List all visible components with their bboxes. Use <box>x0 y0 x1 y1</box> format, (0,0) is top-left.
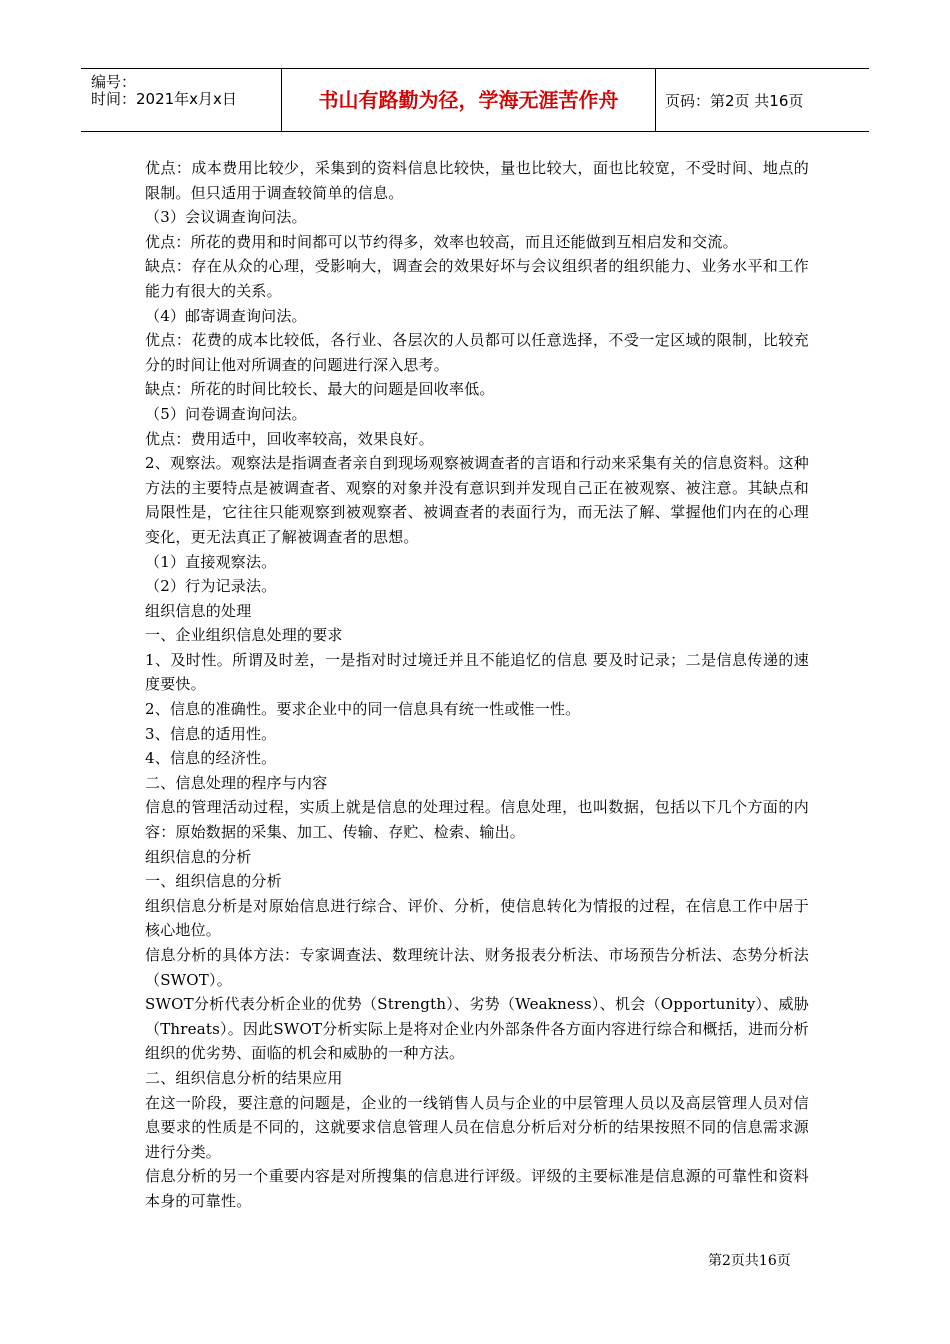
paragraph: （4）邮寄调查询问法。 <box>145 306 307 325</box>
paragraph: （3）会议调查询问法。 <box>145 208 307 227</box>
header-page-cell <box>655 69 869 131</box>
page-footer: 第2页共16页 <box>708 1253 791 1269</box>
paragraph: 信息的管理活动过程，实质上就是信息的处理过程。信息处理，也叫数据，包括以下几个方面的内容：原始数据的采集、加工、传输、存贮、检索、输出。 <box>145 798 809 842</box>
paragraph: 优点：所花的费用和时间都可以节约得多，效率也较高，而且还能做到互相启发和交流。 <box>145 232 738 251</box>
paragraph: 优点：花费的成本比较低，各行业、各层次的人员都可以任意选择，不受一定区域的限制，比较充分的时间让他对所调查的问题进行深入思考。 <box>145 331 809 374</box>
paragraph: 在这一阶段，要注意的问题是，企业的一线销售人员与企业的中层管理人员以及高层管理人员对信息要求的性质是不同的，这就要求信息管理人员在信息分析后对分析的结果按照不同的信息需求源进行分类。 <box>145 1093 809 1161</box>
paragraph: （5）问卷调查询问法。 <box>145 404 307 423</box>
paragraph: 4、信息的经济性。 <box>145 749 277 768</box>
paragraph: 信息分析的具体方法：专家调查法、数理统计法、财务报表分析法、市场预告分析法、态势分析法（SWOT）。 <box>145 946 809 989</box>
paragraph: （2）行为记录法。 <box>145 577 277 596</box>
paragraph: 2、信息的准确性。要求企业中的同一信息具有统一性或惟一性。 <box>145 700 581 719</box>
paragraph: 信息分析的另一个重要内容是对所搜集的信息进行评级。评级的主要标准是信息源的可靠性和资料本身的可靠性。 <box>145 1167 809 1210</box>
header-page-info: 页码：第2页 共16页 <box>665 92 804 110</box>
paragraph: （1）直接观察法。 <box>145 552 277 571</box>
subsection-heading: 一、组织信息的分析 <box>145 872 282 891</box>
paragraph: 1、及时性。所谓及时差，一是指对时过境迁并且不能追忆的信息 要及时记录；二是信息传递的速度要快。 <box>145 650 809 694</box>
subsection-heading: 一、企业组织信息处理的要求 <box>145 626 343 645</box>
section-heading: 组织信息的分析 <box>145 847 252 866</box>
paragraph: SWOT分析代表分析企业的优势（Strength）、劣势（Weakness）、机会（Opportunity）、威胁（Threats）。因此SWOT分析实际上是将对企业内外部条件各方面内容进行综合和概括，进而分析组织的优劣势、面临的机会和威胁的一种方法。 <box>145 995 809 1063</box>
paragraph: 3、信息的适用性。 <box>145 724 277 743</box>
paragraph: 缺点：存在从众的心理，受影响大，调查会的效果好坏与会议组织者的组织能力、业务水平和工作能力有很大的关系。 <box>145 257 809 300</box>
header-motto-cell <box>281 69 656 131</box>
header-motto: 书山有路勤为径，学海无涯苦作舟 <box>318 88 619 112</box>
section-heading: 组织信息的处理 <box>145 601 252 620</box>
paragraph: 组织信息分析是对原始信息进行综合、评价、分析，使信息转化为情报的过程，在信息工作中居于核心地位。 <box>145 896 809 940</box>
document-code-label: 编号： <box>91 73 137 91</box>
document-body <box>145 156 809 1214</box>
subsection-heading: 二、信息处理的程序与内容 <box>145 773 328 792</box>
paragraph: 优点：费用适中，回收率较高，效果良好。 <box>145 429 434 448</box>
document-header <box>81 68 869 132</box>
paragraph: 2、观察法。观察法是指调查者亲自到现场观察被调查者的言语和行动来采集有关的信息资料。这种方法的主要特点是被调查者、观察的对象并没有意识到并发现自己正在被观察、被注意。其缺点和局限性是，它往往只能观察到被观察者、被调查者的表面行为，而无法了解、掌握他们内在的心理变化，更无法真正了解被调查者的思想。 <box>145 454 809 546</box>
document-time-label: 时间：2021年x月x日 <box>91 90 237 108</box>
paragraph: 缺点：所花的时间比较长、最大的问题是回收率低。 <box>145 380 495 399</box>
paragraph: 优点：成本费用比较少，采集到的资料信息比较快，量也比较大，面也比较宽，不受时间、地点的限制。但只适用于调查较简单的信息。 <box>145 159 809 202</box>
header-meta-cell <box>81 69 281 131</box>
subsection-heading: 二、组织信息分析的结果应用 <box>145 1068 343 1087</box>
